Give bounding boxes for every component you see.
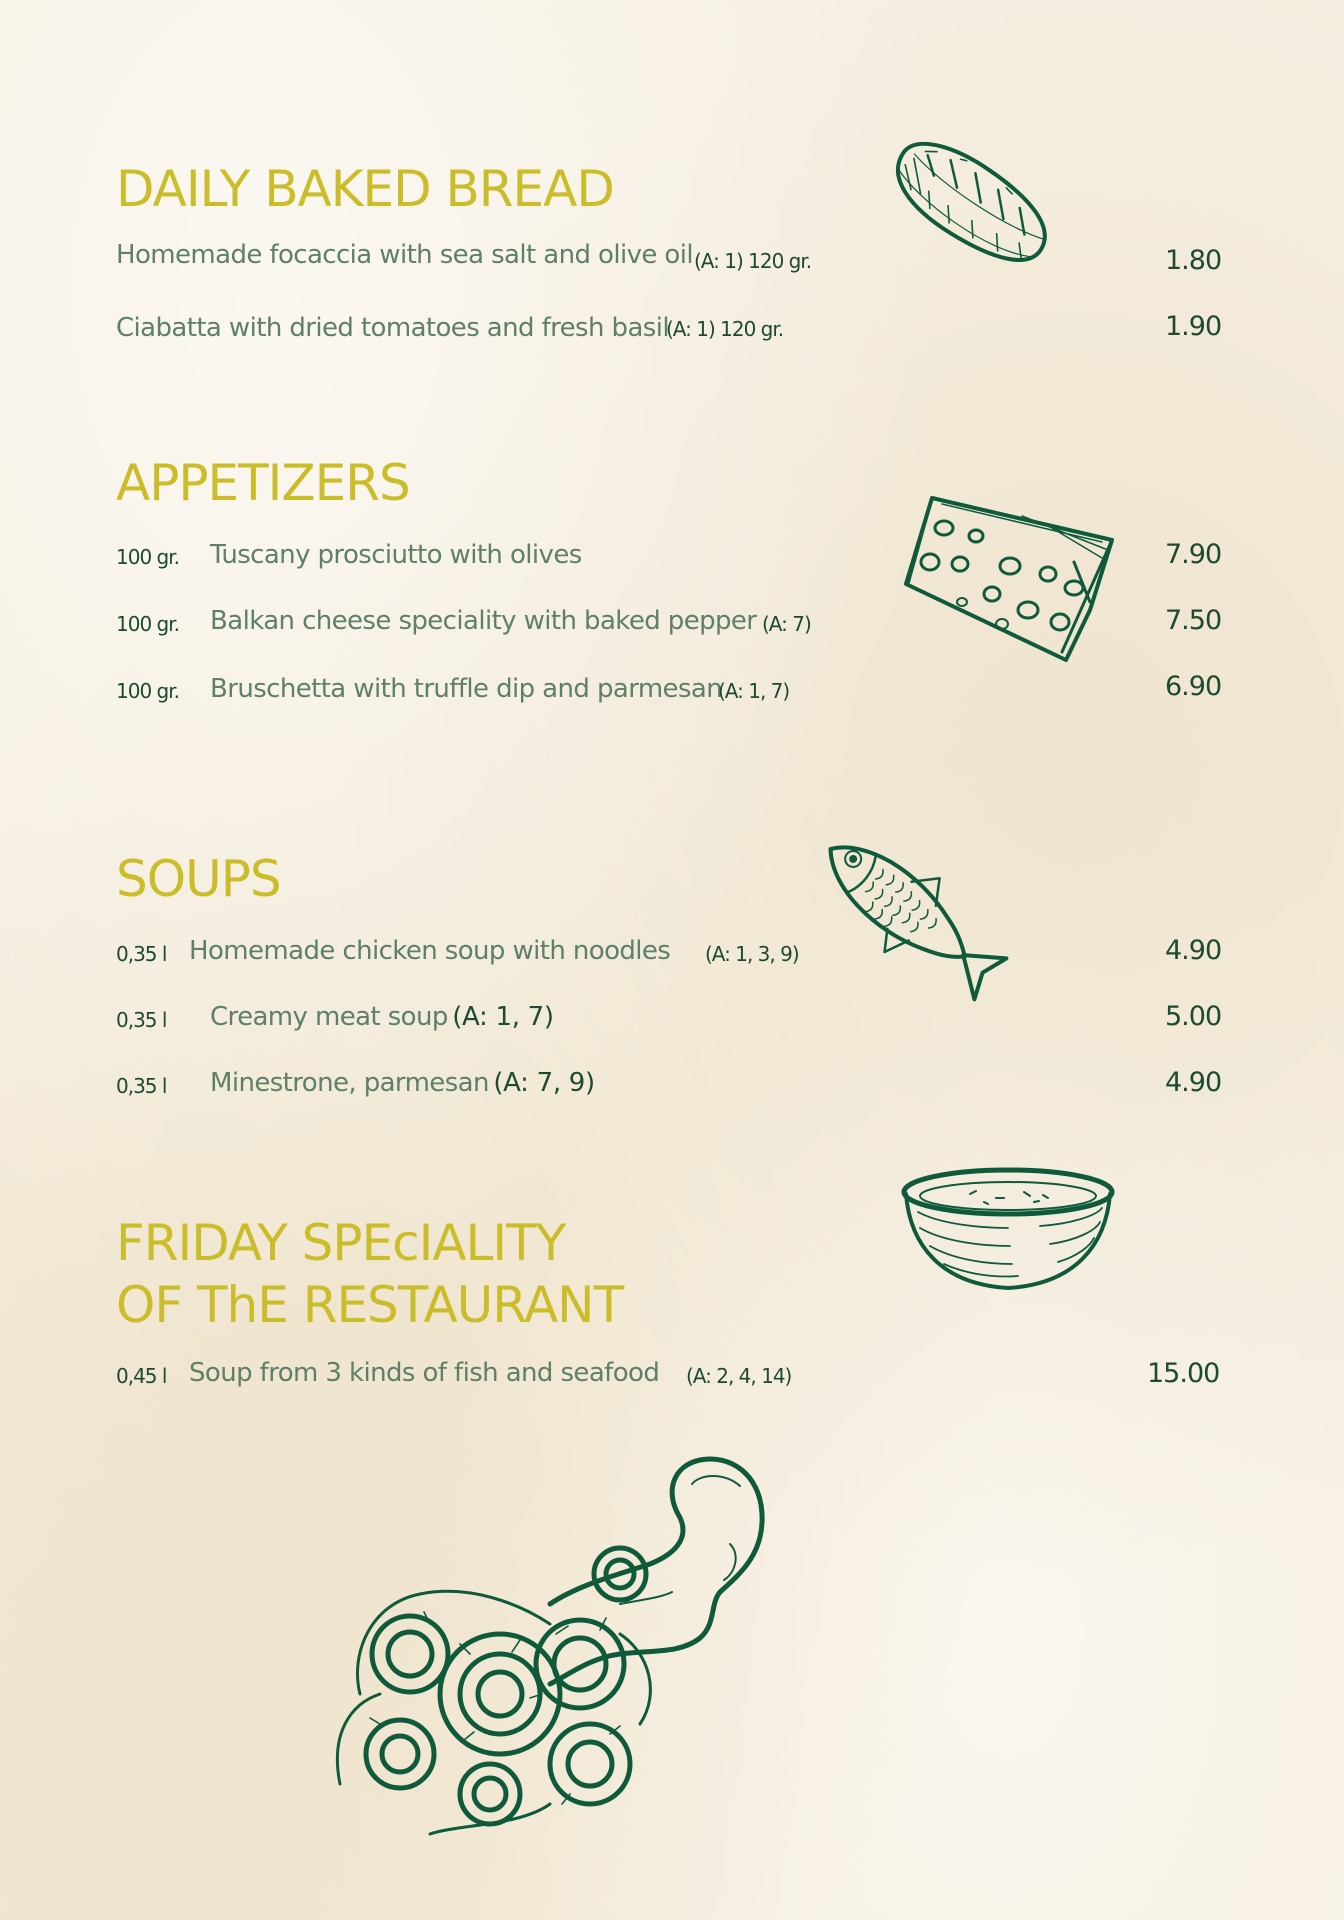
menu-item: [116, 313, 669, 343]
dish-name: Bruschetta with truffle dip and parmesan: [210, 674, 723, 704]
allergen-info: (A: 7): [762, 612, 811, 636]
allergen-info: (A: 1, 3, 9): [705, 942, 799, 966]
bread-icon: [868, 124, 1068, 284]
dish-price: 6.90: [1165, 671, 1222, 702]
dish-info: (A: 1) 120 gr.: [666, 317, 784, 341]
section-title-appetizers: APPETIZERS: [116, 454, 410, 512]
dish-info: (A: 1) 120 gr.: [694, 249, 812, 273]
allergen-info: (A: 1, 7): [452, 1002, 554, 1032]
dish-name: Soup from 3 kinds of fish and seafood: [189, 1358, 660, 1388]
menu-item: [210, 1002, 554, 1032]
allergen-info: (A: 2, 4, 14): [686, 1364, 792, 1388]
dish-name: Homemade chicken soup with noodles: [189, 936, 671, 966]
portion-size: 100 gr.: [116, 545, 179, 569]
dish-price: 1.90: [1165, 311, 1222, 342]
dish-name: Tuscany prosciutto with olives: [210, 540, 582, 570]
dish-price: 7.90: [1165, 539, 1222, 570]
portion-size: 0,35 l: [116, 1008, 167, 1032]
dish-price: 4.90: [1165, 1067, 1222, 1098]
portion-size: 0,35 l: [116, 942, 167, 966]
dish-price: 7.50: [1165, 605, 1222, 636]
cheese-icon: [902, 492, 1116, 666]
menu-item: [210, 1068, 595, 1098]
soup-bowl-icon: [900, 1164, 1116, 1298]
menu-item: [116, 240, 693, 270]
fish-icon: [798, 830, 1014, 1006]
dish-name: Minestrone, parmesan: [210, 1068, 489, 1098]
section-title-friday-line1: FRIDAY SPEcIALITY: [116, 1214, 566, 1272]
dish-price: 15.00: [1147, 1358, 1220, 1389]
dish-name: Creamy meat soup: [210, 1002, 448, 1032]
dish-name: Homemade focaccia with sea salt and olive oil: [116, 240, 693, 270]
portion-size: 100 gr.: [116, 612, 179, 636]
dish-price: 5.00: [1165, 1001, 1222, 1032]
portion-size: 0,45 l: [116, 1364, 167, 1388]
dish-name: Ciabatta with dried tomatoes and fresh basil: [116, 313, 669, 343]
section-title-soups: SOUPS: [116, 850, 281, 908]
portion-size: 0,35 l: [116, 1074, 167, 1098]
dish-name: Balkan cheese speciality with baked pepper: [210, 606, 757, 636]
dish-price: 1.80: [1165, 245, 1222, 276]
section-title-bread: DAILY BAKED BREAD: [116, 160, 614, 218]
octopus-icon: [320, 1454, 790, 1840]
dish-price: 4.90: [1165, 935, 1222, 966]
allergen-info: (A: 1, 7): [718, 679, 790, 703]
allergen-info: (A: 7, 9): [493, 1068, 595, 1098]
portion-size: 100 gr.: [116, 679, 179, 703]
section-title-friday-line2: OF ThE RESTAURANT: [116, 1276, 624, 1334]
